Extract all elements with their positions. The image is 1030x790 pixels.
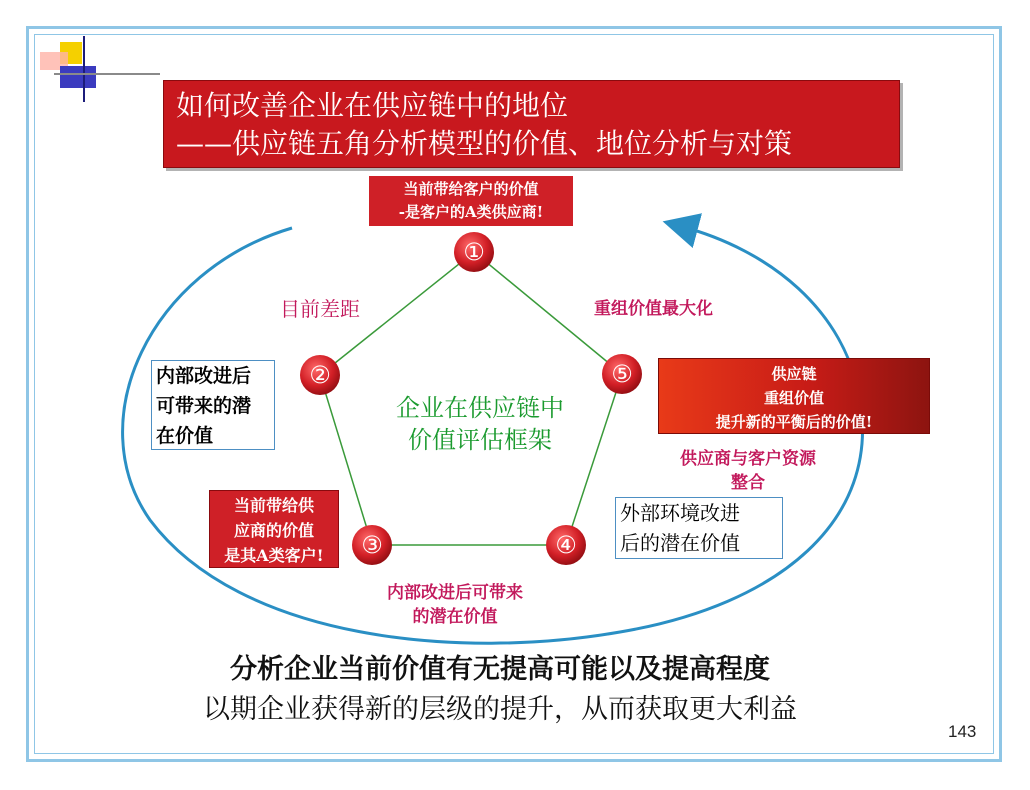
title-line-1: 如何改善企业在供应链中的地位: [176, 89, 569, 122]
node-2-label-line-2: 可带来的潜: [156, 395, 252, 417]
node-1: [454, 232, 494, 272]
edge-label-1-5: 重组价值最大化: [594, 299, 713, 319]
node-5: [602, 354, 642, 394]
node-4-label-line-2: 后的潜在价值: [620, 531, 740, 555]
bottom-summary-line-2: 以期企业获得新的层级的提升，从而获取更大利益: [203, 694, 797, 725]
node-5-number: ⑤: [611, 360, 633, 388]
node-2-number: ②: [309, 361, 331, 389]
center-title: [380, 392, 580, 456]
page-number: 143: [948, 722, 977, 741]
node-4: [546, 525, 586, 565]
node-4-label-line-1: 外部环境改进: [620, 501, 740, 525]
edge-label-4-5-line-2: 整合: [731, 473, 765, 493]
node-2-label-line-1: 内部改进后: [156, 365, 252, 387]
edge-label-3-4: [387, 581, 523, 629]
node-3: [352, 525, 392, 565]
node-1-label-line-2: -是客户的A类供应商!: [398, 203, 544, 221]
node-1-number: ①: [463, 238, 485, 266]
node-1-label-line-1: 当前带给客户的价值: [403, 180, 539, 198]
node-3-label-line-3: 是其A类客户!: [224, 546, 324, 565]
node-3-number: ③: [361, 531, 383, 559]
title-line-2: ——供应链五角分析模型的价值、地位分析与对策: [176, 127, 793, 160]
node-5-label-line-3: 提升新的平衡后的价值!: [715, 413, 873, 431]
node-2-label-line-3: 在价值: [156, 425, 214, 447]
bottom-summary-line-1: 分析企业当前价值有无提高可能以及提高程度: [230, 654, 770, 685]
center-title-line-1: 企业在供应链中: [396, 394, 564, 422]
node-4-number: ④: [555, 531, 577, 559]
node-2-label: [151, 360, 275, 450]
node-5-label-line-2: 重组价值: [763, 389, 824, 407]
edge-label-3-4-line-2: 的潜在价值: [412, 607, 498, 627]
node-3-label-line-2: 应商的价值: [233, 521, 314, 540]
edge-label-4-5: [680, 447, 816, 495]
node-4-label: [615, 497, 783, 559]
edge-label-3-4-line-1: 内部改进后可带来: [387, 583, 523, 603]
edge-label-4-5-line-1: 供应商与客户资源: [680, 449, 816, 469]
node-1-label: [369, 176, 573, 226]
center-title-line-2: 价值评估框架: [408, 426, 552, 454]
node-5-label: [658, 358, 930, 434]
node-2: [300, 355, 340, 395]
edge-label-1-2: 目前差距: [280, 297, 360, 321]
node-3-label: [209, 490, 339, 568]
node-5-label-line-1: 供应链: [771, 365, 817, 383]
node-3-label-line-1: 当前带给供: [233, 496, 314, 515]
